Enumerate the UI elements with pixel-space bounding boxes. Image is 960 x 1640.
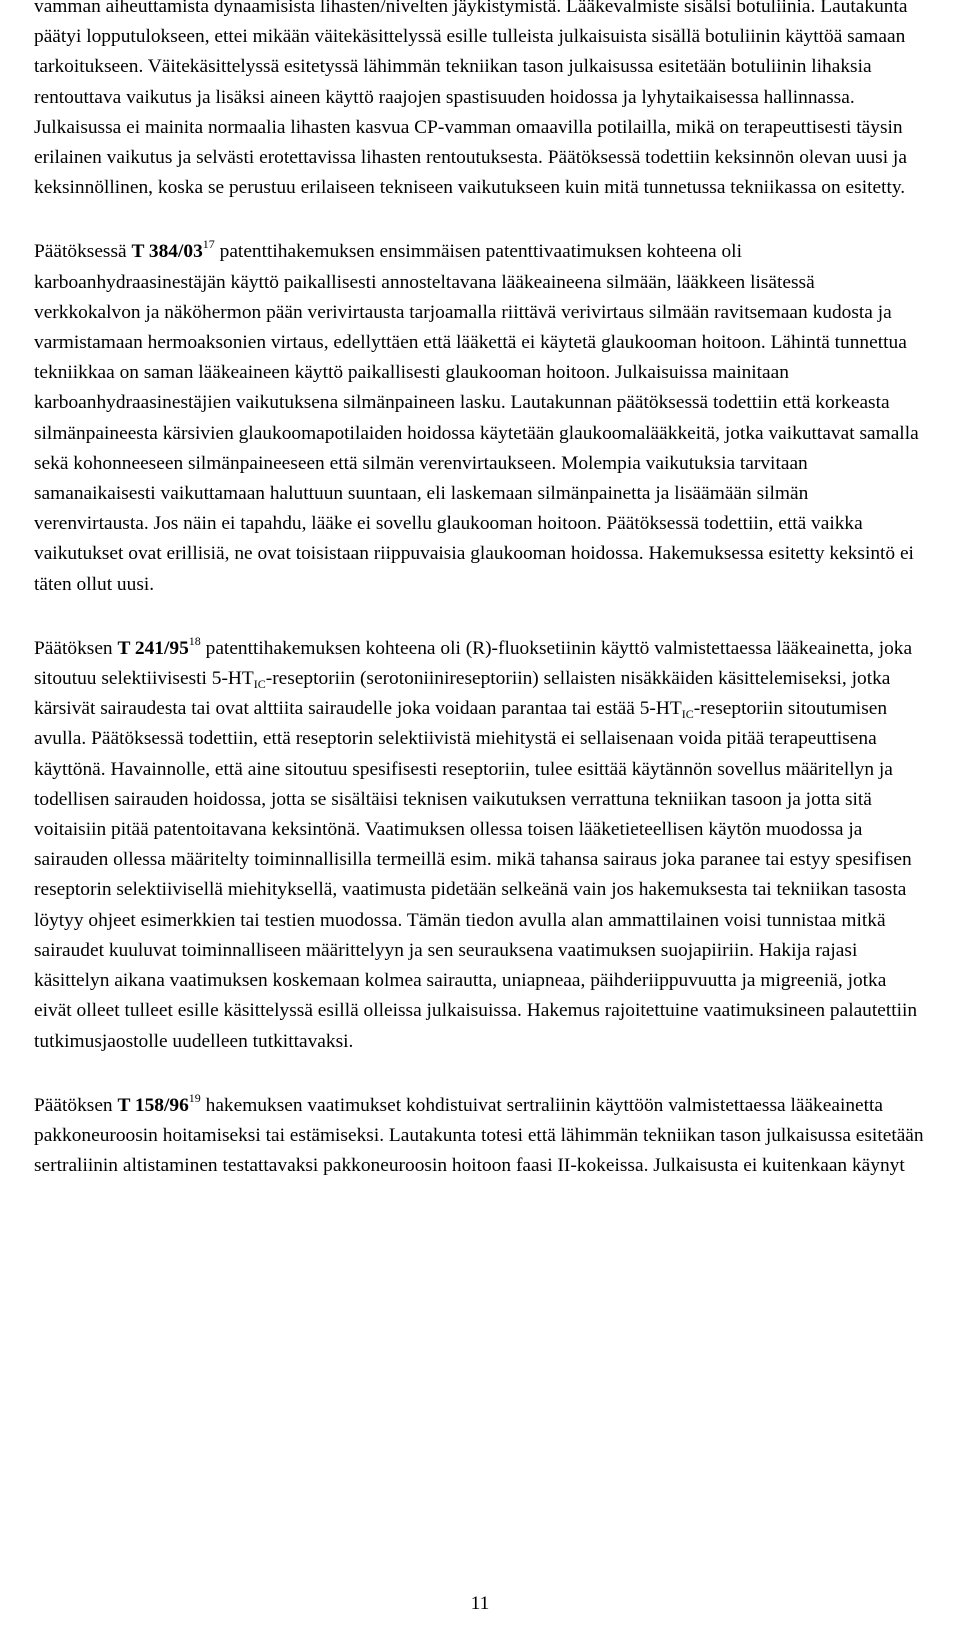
paragraph-t-158-96: [34, 1091, 926, 1182]
page-number: 11: [470, 1593, 490, 1614]
paragraph-botulinum: [34, 0, 926, 203]
paragraph-t-241-95: [34, 634, 926, 1057]
case-number: T 384/03: [131, 241, 203, 263]
footnote-ref[interactable]: 18: [188, 633, 201, 648]
paragraph-text: -reseptoriin (serotoniinireseptoriin) sellaisten nisäkkäiden käsittelemiseksi, jotka kärsivät sairaudesta tai ovat alttiita sairaudelle joka voidaan parantaa tai estää 5-HT: [34, 668, 891, 720]
case-number: T 158/96: [117, 1094, 189, 1116]
paragraph-text: -reseptoriin sitoutumisen avulla. Päätöksessä todettiin, että reseptorin selektiivistä miehitystä ei sellaisenaan voida pitää terapeuttisena käyttönä. Havainnolle, että aine sitoutuu spesifisesti reseptoriin, tulee esittää käytännön sovellus määritellyn ja todellisen sairauden hoidossa, jotta se sisältäisi teknisen vaikutuksen verrattuna tekniikan tasoon ja jotta sitä voitaisiin pitää patentoitavana keksintönä. Vaatimuksen ollessa toisen lääketieteellisen käytön muodossa ja sairauden ollessa määritelty toiminnallisilla termeillä esim. mikä tahansa sairaus joka paranee tai estyy spesifisen reseptorin selektiivisellä miehityksellä, vaatimusta pidetään selkeänä vain jos hakemuksesta tai tekniikan tasosta löytyy ohjeet esimerkkien tai testien muodossa. Tämän tiedon avulla alan ammattilainen voisi tunnistaa mitkä sairaudet kuuluvat toiminnalliseen määrittelyyn ja sen seurauksena vaatimuksen suojapiiriin. Hakija rajasi käsittelyn aikana vaatimuksen koskemaan kolmea sairautta, uniapneaa, päihderiippuvuutta ja migreeniä, jotka eivät olleet tulleet esille käsittelyssä esillä olleissa julkaisuissa. Hakemus rajoitettuine vaatimuksineen palautettiin tutkimusjaostolle uudelleen tutkittavaksi.: [34, 698, 918, 1052]
paragraph-text: patenttihakemuksen kohteena oli (R)-fluoksetiinin käyttö valmistettaessa lääkeainetta, joka sitoutuu selektiivisesti 5-HT: [34, 637, 913, 690]
paragraph-text: hakemuksen vaatimukset kohdistuivat sertraliinin käyttöön valmistettaessa lääkeainetta pakkoneuroosin hoitamiseksi tai estämiseksi. Lautakunta totesi että lähimmän tekniikan tason julkaisussa esitetään sertraliinin altistaminen testattavaksi pakkoneuroosin hoitoon faasi II-kokeissa. Julkaisusta ei kuitenkaan käynyt: [34, 1094, 924, 1177]
subscript: IC: [253, 677, 266, 692]
paragraph-lead: Päätöksessä: [34, 241, 132, 263]
paragraph-lead: Päätöksen: [34, 1094, 118, 1116]
paragraph-text: vamman aiheuttamista dynaamisista lihasten/nivelten jäykistymistä. Lääkevalmiste sisälsi botuliinia. Lautakunta päätyi lopputulokseen, ettei mikään väitekäsittelyssä esille tulleista julkaisuista sisällä botuliinin käyttöä samaan tarkoitukseen. Väitekäsittelyssä esitetyssä lähimmän tekniikan tason julkaisussa esitetään botuliinin lihaksia rentouttava vaikutus ja lisäksi aineen käyttö raajojen spastisuuden hoidossa ja lyhytaikaisessa hallinnassa. Julkaisussa ei mainita normaalia lihasten kasvua CP-vamman omaavilla potilailla, mikä on terapeuttisesti täysin erilainen vaikutus ja selvästi erotettavissa lihasten rentoutuksesta. Päätöksessä todettiin keksinnön olevan uusi ja keksinnöllinen, koska se perustuu erilaiseen tekniseen vaikutukseen kuin mitä tunnetussa tekniikassa on esitetty.: [34, 0, 908, 199]
footnote-ref[interactable]: 19: [188, 1090, 201, 1105]
footnote-ref[interactable]: 17: [202, 237, 215, 252]
paragraph-text: patenttihakemuksen ensimmäisen patenttivaatimuksen kohteena oli karboanhydraasinestäjän käyttö paikallisesti annosteltavana lääkeaineena silmään, lääkkeen lisätessä verkkokalvon ja näköhermon pään verivirtausta tarjoamalla riittävä verivirtaus silmään ravitsemaan kudosta ja varmistamaan hermoaksonien virtaus, edellyttäen että lääkettä ei käytetä glaukooman hoitoon. Lähintä tunnettua tekniikkaa on saman lääkeaineen käyttö paikallisesti glaukooman hoitoon. Julkaisuissa mainitaan karboanhydraasinestäjien vaikutuksena silmänpaineen lasku. Lautakunnan päätöksessä todettiin että korkeasta silmänpaineesta kärsivien glaukoomapotilaiden hoidossa käytetään glaukoomalääkkeitä, jotka vaikuttavat samalla sekä kohonneeseen silmänpaineeseen että silmän verenvirtaukseen. Molempia vaikutuksia tarvitaan samanaikaisesti vaikuttamaan haluttuun suuntaan, eli laskemaan silmänpainetta ja lisäämään silmän verenvirtausta. Jos näin ei tapahdu, lääke ei sovellu glaukooman hoitoon. Päätöksessä todettiin, että vaikka vaikutukset ovat erillisiä, ne ovat toisistaan riippuvaisia glaukooman hoidossa. Hakemuksessa esitetty keksintö ei täten ollut uusi.: [34, 241, 919, 595]
subscript: IC: [681, 707, 694, 722]
paragraph-lead: Päätöksen: [34, 637, 118, 659]
paragraph-t-384-03: [34, 237, 926, 599]
case-number: T 241/95: [117, 637, 189, 659]
